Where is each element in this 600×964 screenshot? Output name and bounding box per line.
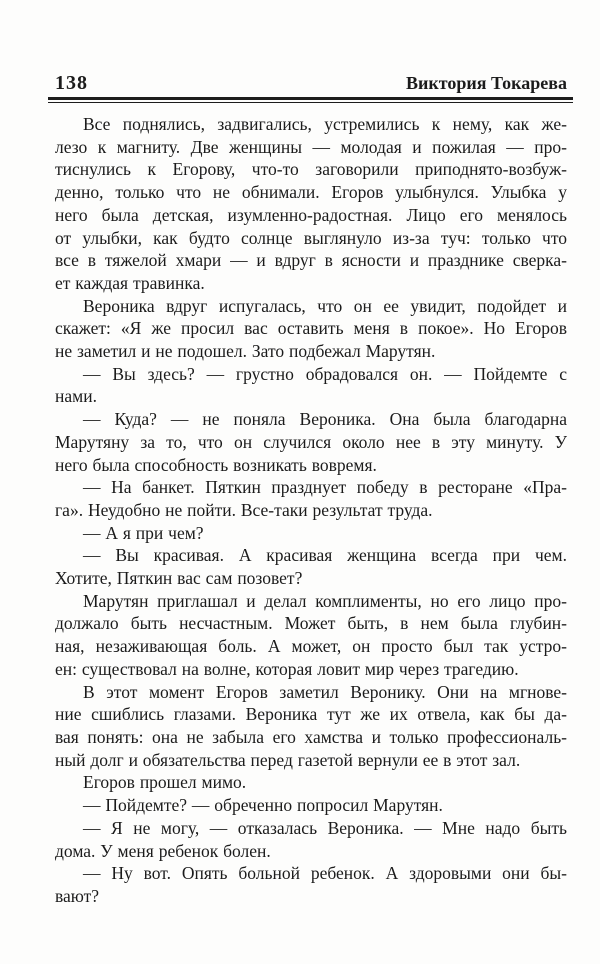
paragraph [55,113,567,295]
paragraph [55,522,567,545]
text-line: — Вы здесь? — грустно обрадовался он. — Пойдемте с [83,363,567,384]
text-line: — Я не могу, — отказалась Вероника. — Мне надо быть [83,817,567,838]
paragraph [55,295,567,363]
text-line: должало быть несчастным. Может быть, в нем была глубин- [55,613,567,634]
text-line: — Пойдемте? — обреченно попросил Марутян. [83,795,443,816]
paragraph [55,862,567,907]
text-line: Егоров прошел мимо. [83,772,247,793]
header-rule [48,97,573,103]
paragraph [55,363,567,408]
text-line: вая понять: она не забыла его хамства и только профессиональ- [55,726,567,747]
text-line: тиснулись к Егорову, что-то заговорили приподнято-возбуж- [55,159,567,180]
paragraph [55,544,567,589]
text-line: Все поднялись, задвигались, устремились к нему, как же- [83,114,567,134]
text-line: ная, незаживающая боль. А может, он просто был так устро- [55,636,567,657]
text-line: ние сшиблись глазами. Вероника тут же их отвела, как бы да- [55,704,567,725]
paragraph [55,771,567,794]
text-line: — На банкет. Пяткин празднует победу в ресторане «Пра- [83,477,567,498]
author-name: Виктория Токарева [406,73,567,93]
text-line: — Куда? — не поняла Вероника. Она была благодарна [83,409,567,430]
paragraph [55,408,567,476]
text-line: лезо к магниту. Две женщины — молодая и пожилая — про- [55,136,567,157]
paragraph [55,476,567,521]
text-line: — Вы красивая. А красивая женщина всегда при чем. [83,545,567,566]
text-line: все в тяжелой хмари — и вдруг в ясности и празднике сверка- [55,250,567,271]
text-line: не заметил и не подошел. Зато подбежал Марутян. [55,341,436,362]
text-line: Марутян приглашал и делал комплименты, но его лицо про- [83,590,567,611]
text-line: Вероника вдруг испугалась, что он ее увидит, подойдет и [83,295,567,316]
text-line: от улыбки, как будто солнце выглянуло из-за туч: только что [55,227,567,248]
paragraph [55,681,567,772]
text-line: ный долг и обязательства перед газетой вернули ее в этот зал. [55,749,521,770]
text-line: него была детская, изумленно-радостная. Лицо его менялось [55,204,567,225]
text-line: него была способность возникать вовремя. [55,454,377,475]
text-line: денно, только что не обнимали. Егоров улыбнулся. Улыбка у [55,182,567,203]
text-line: — Ну вот. Опять больной ребенок. А здоровыми они бы- [83,863,567,884]
page-header [55,72,567,95]
text-line: нами. [55,386,97,407]
text-line: скажет: «Я же просил вас оставить меня в покое». Но Егоров [55,318,567,339]
text-line: дома. У меня ребенок болен. [55,840,271,861]
page-body [55,113,567,908]
text-line: вают? [55,885,100,906]
text-line: Марутяну за то, что он случился около нее в эту минуту. У [55,431,567,452]
paragraph [55,817,567,862]
text-line: Хотите, Пяткин вас сам позовет? [55,568,303,589]
paragraph [55,794,567,817]
text-line: — А я при чем? [83,522,204,543]
text-line: В этот момент Егоров заметил Веронику. Они на мгнове- [83,681,567,702]
text-line: га». Неудобно не пойти. Все-таки результат труда. [55,499,433,520]
text-line: ен: существовал на волне, которая ловит мир через трагедию. [55,658,519,679]
text-line: ет каждая травинка. [55,272,205,293]
paragraph [55,590,567,681]
page-number: 138 [55,72,88,94]
